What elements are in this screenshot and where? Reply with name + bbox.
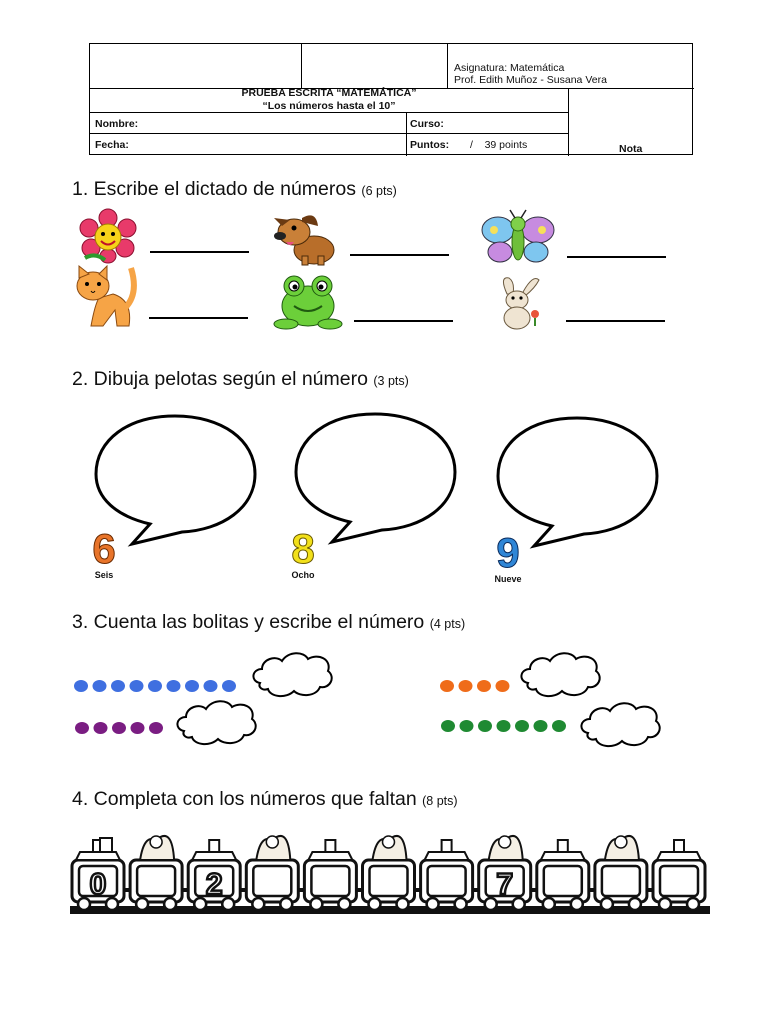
train-car <box>653 840 705 910</box>
date-label: Fecha: <box>95 139 129 151</box>
points-value: / 39 points <box>470 139 528 151</box>
train-number: 2 <box>205 868 223 901</box>
subject-label: Asignatura: Matemática <box>454 62 565 74</box>
number-nine-character: 9 Nueve <box>494 529 522 584</box>
locomotive-chimney <box>100 838 112 852</box>
train-number: 7 <box>496 868 514 901</box>
train-car <box>304 840 362 910</box>
train-car <box>363 836 421 910</box>
train-car <box>479 836 537 910</box>
train-car <box>130 836 188 910</box>
section-2-title: 2. Dibuja pelotas según el número (3 pts) <box>72 368 409 390</box>
train-number: 0 <box>89 868 107 901</box>
section-3-title: 3. Cuenta las bolitas y escribe el número (4 pts) <box>72 611 466 633</box>
number-six-character: 6 Seis <box>92 525 116 580</box>
train-car <box>421 840 479 910</box>
train-car <box>246 836 304 910</box>
number-eight-character: 8 Ocho <box>291 525 315 580</box>
test-title: PRUEBA ESCRITA “MATEMÁTICA” <box>241 87 417 99</box>
teachers-label: Prof. Edith Muñoz - Susana Vera <box>454 74 607 86</box>
test-subtitle: “Los números hasta el 10” <box>262 100 396 112</box>
name-label: Nombre: <box>95 118 139 130</box>
section-4-title: 4. Completa con los números que faltan (8 pts) <box>72 788 458 810</box>
grade-label: Nota <box>619 143 643 155</box>
train-car <box>188 840 246 910</box>
points-label: Puntos: <box>410 139 450 151</box>
train-car <box>595 836 653 910</box>
train-car <box>537 840 595 910</box>
section-1-title: 1. Escribe el dictado de números (6 pts) <box>72 178 397 200</box>
course-label: Curso: <box>410 118 444 130</box>
